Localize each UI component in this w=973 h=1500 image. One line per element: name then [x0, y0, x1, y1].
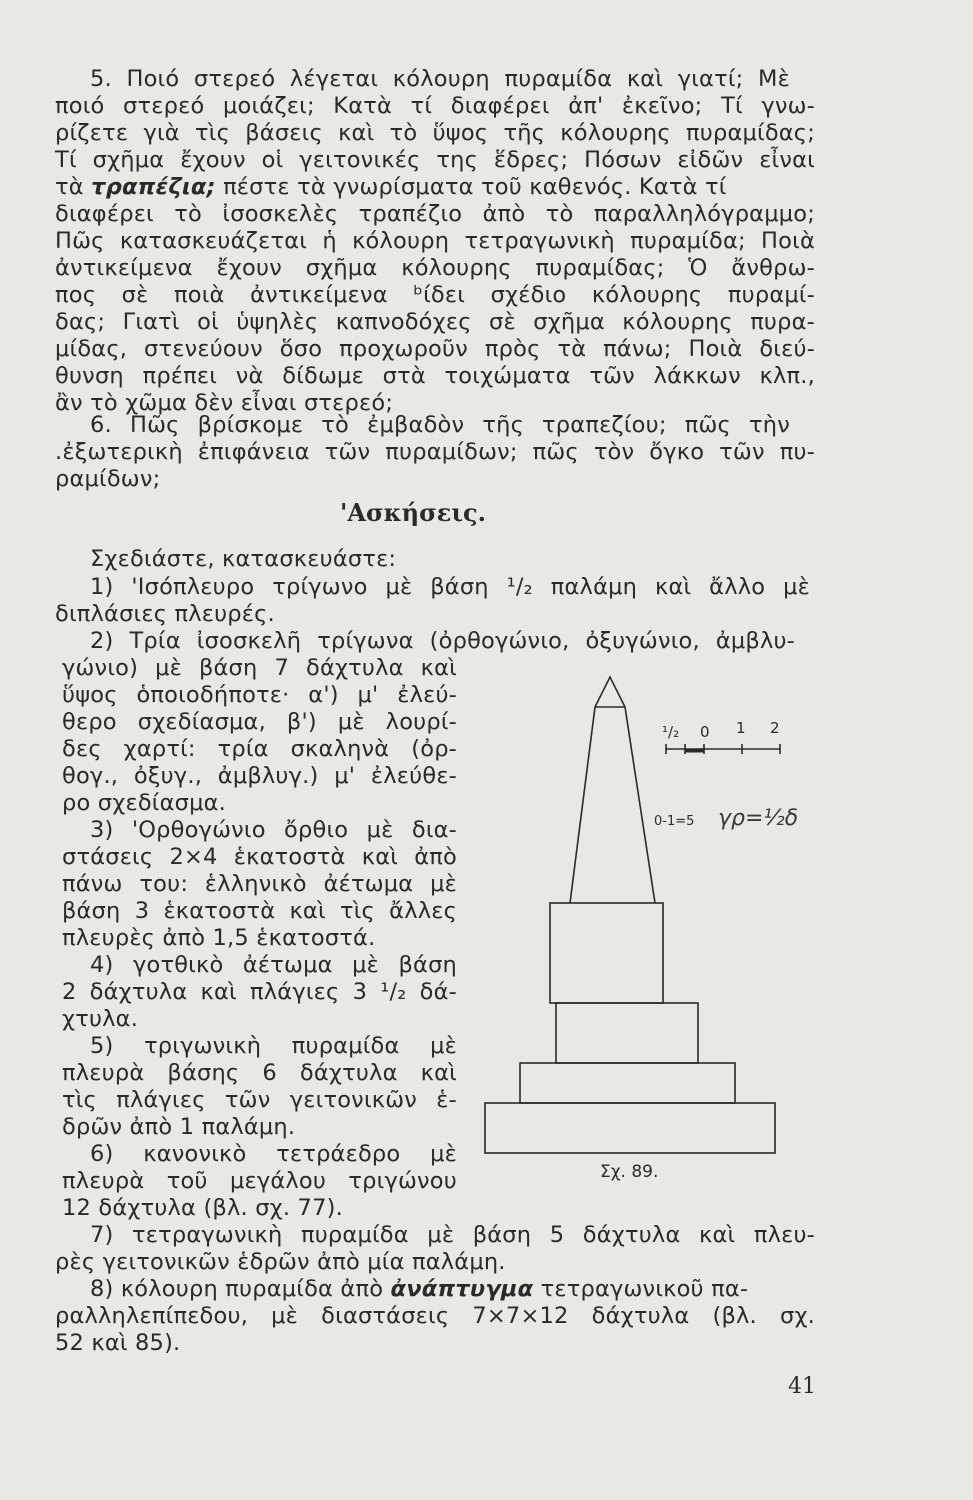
- scale-label-2: 2: [770, 719, 780, 737]
- step-3: [485, 1103, 775, 1153]
- exercises-heading: 'Ασκήσεις.: [340, 498, 486, 527]
- q5-line-7: Πῶς κατασκευάζεται ἡ κόλουρη τετραγωνικὴ πυραμίδα; Ποιὰ: [55, 228, 815, 254]
- figure-caption: Σχ. 89.: [600, 1162, 659, 1182]
- narrow-line-2: ὕψος ὁποιοδήποτε· α') μ' ἐλεύ-: [62, 682, 457, 708]
- narrow-line-12: 4) γοτθικὸ ἀέτωμα μὲ βάση: [90, 952, 457, 978]
- obelisk-tip: [595, 677, 625, 707]
- narrow-line-17: τὶς πλάγιες τῶν γειτονικῶν ἑ-: [62, 1087, 457, 1113]
- figure-89: [470, 655, 810, 1195]
- ex8-line-3: 52 καὶ 85).: [55, 1330, 181, 1356]
- ex8-bold-term: ἀνάπτυγμα: [390, 1276, 534, 1302]
- q5-line-3: ρίζετε γιὰ τὶς βάσεις καὶ τὸ ὕψος τῆς κόλουρης πυραμίδας;: [55, 120, 815, 146]
- narrow-line-10: βάση 3 ἑκατοστὰ καὶ τὶς ἄλλες: [62, 898, 457, 924]
- scale-label-half: ¹/₂: [662, 723, 680, 741]
- q5-line-1: 5. Ποιό στερεό λέγεται κόλουρη πυραμίδα καὶ γιατί; Μὲ: [90, 66, 790, 92]
- pedestal-block: [550, 903, 663, 1003]
- step-2: [520, 1063, 735, 1103]
- ex2-line-1: 2) Τρία ἰσοσκελῆ τρίγωνα (ὀρθογώνιο, ὀξυγώνιο, ἀμβλυ-: [90, 628, 795, 654]
- q5-line-2: ποιό στερεό μοιάζει; Κατὰ τί διαφέρει ἀπ' ἐκεῖνο; Τί γνω-: [55, 93, 815, 119]
- exercises-intro: Σχεδιάστε, κατασκευάστε:: [90, 546, 397, 572]
- ex1-line-2: διπλάσιες πλευρές.: [55, 601, 275, 627]
- scale-label-1: 1: [736, 719, 746, 737]
- q5-line-10: δας; Γιατὶ οἱ ὑψηλὲς καπνοδόχες σὲ σχῆμα κόλουρης πυρα-: [55, 309, 815, 335]
- narrow-line-19: 6) κανονικὸ τετράεδρο μὲ: [90, 1141, 457, 1167]
- narrow-line-3: θερο σχεδίασμα, β') μὲ λουρί-: [62, 709, 457, 735]
- ex8-prefix: 8) κόλουρη πυραμίδα ἀπὸ: [90, 1276, 384, 1302]
- ex7-line-2: ρὲς γειτονικῶν ἑδρῶν ἀπὸ μία παλάμη.: [55, 1249, 506, 1275]
- q5-line-11: μίδας, στενεύουν ὅσο προχωροῦν πρὸς τὰ πάνω; Ποιὰ διεύ-: [55, 336, 815, 362]
- narrow-line-9: πάνω του: ἑλληνικὸ ἀέτωμα μὲ: [62, 871, 457, 897]
- narrow-line-20: πλευρὰ τοῦ μεγάλου τριγώνου: [62, 1168, 457, 1194]
- narrow-line-1: γώνιο) μὲ βάση 7 δάχτυλα καὶ: [62, 655, 457, 681]
- ex8-line-1: [90, 1276, 815, 1302]
- q5-line-5: [55, 174, 815, 200]
- q5-line-5-prefix: τὰ: [55, 174, 84, 200]
- q5-line-12: θυνση πρέπει νὰ δίδωμε στὰ τοιχώματα τῶν λάκκων κλπ.,: [55, 363, 815, 389]
- q5-line-6: διαφέρει τὸ ἰσοσκελὲς τραπέζιο ἀπὸ τὸ παραλληλόγραμμο;: [55, 201, 815, 227]
- q6-line-2: .ἐξωτερικὴ ἐπιφάνεια τῶν πυραμίδων; πῶς τὸν ὄγκο τῶν πυ-: [55, 439, 815, 465]
- ex1-line-1: 1) 'Ισόπλευρο τρίγωνο μὲ βάση ¹/₂ παλάμη καὶ ἄλλο μὲ: [90, 574, 810, 600]
- step-1: [556, 1003, 698, 1063]
- obelisk-drawing: [470, 655, 810, 1195]
- narrow-line-8: στάσεις 2×4 ἑκατοστὰ καὶ ἀπὸ: [62, 844, 457, 870]
- ex8-suffix: τετραγωνικοῦ πα-: [540, 1276, 749, 1302]
- obelisk-shaft-right: [625, 707, 655, 903]
- narrow-line-18: δρῶν ἀπὸ 1 παλάμη.: [62, 1114, 296, 1140]
- narrow-line-6: ρο σχεδίασμα.: [62, 790, 226, 816]
- q5-line-5-rest: πέστε τὰ γνωρίσματα τοῦ καθενός. Κατὰ τί: [223, 174, 727, 200]
- q6-line-1: 6. Πῶς βρίσκομε τὸ ἐμβαδὸν τῆς τραπεζίου; πῶς τὴν: [90, 412, 790, 438]
- scale-note: 0-1=5: [654, 814, 695, 829]
- narrow-line-4: δες χαρτί: τρία σκαληνὰ (ὀρ-: [62, 736, 457, 762]
- scale-label-0: 0: [700, 723, 710, 741]
- q5-bold-term: τραπέζια;: [91, 174, 216, 200]
- narrow-line-13: 2 δάχτυλα καὶ πλάγιες 3 ¹/₂ δά-: [62, 979, 457, 1005]
- ex7-line-1: 7) τετραγωνικὴ πυραμίδα μὲ βάση 5 δάχτυλα καὶ πλευ-: [90, 1222, 815, 1248]
- narrow-line-16: πλευρὰ βάσης 6 δάχτυλα καὶ: [62, 1060, 457, 1086]
- q5-line-4: Τί σχῆμα ἔχουν οἱ γειτονικές της ἕδρες; Πόσων εἰδῶν εἶναι: [55, 147, 815, 173]
- narrow-line-7: 3) 'Ορθογώνιο ὄρθιο μὲ δια-: [90, 817, 457, 843]
- ex8-line-2: ραλληλεπίπεδου, μὲ διαστάσεις 7×7×12 δάχτυλα (βλ. σχ.: [55, 1303, 815, 1329]
- narrow-line-5: θογ., ὀξυγ., ἀμβλυγ.) μ' ἐλεύθε-: [62, 763, 457, 789]
- q5-line-13: ἂν τὸ χῶμα δὲν εἶναι στερεό;: [55, 390, 394, 416]
- narrow-line-21: 12 δάχτυλα (βλ. σχ. 77).: [62, 1195, 343, 1221]
- q5-line-9: πος σὲ ποιὰ ἀντικείμενα ᵇίδει σχέδιο κόλουρης πυραμί-: [55, 282, 815, 308]
- obelisk-shaft-left: [570, 707, 595, 903]
- narrow-line-11: πλευρὲς ἀπὸ 1,5 ἑκατοστά.: [62, 925, 376, 951]
- handwritten-note: γρ=½δ: [718, 806, 799, 831]
- narrow-line-14: χτυλα.: [62, 1006, 139, 1032]
- page-number: 41: [788, 1374, 816, 1399]
- q5-line-8: ἀντικείμενα ἔχουν σχῆμα κόλουρης πυραμίδας; Ὁ ἄνθρω-: [55, 255, 815, 281]
- q6-line-3: ραμίδων;: [55, 466, 161, 492]
- narrow-line-15: 5) τριγωνικὴ πυραμίδα μὲ: [90, 1033, 457, 1059]
